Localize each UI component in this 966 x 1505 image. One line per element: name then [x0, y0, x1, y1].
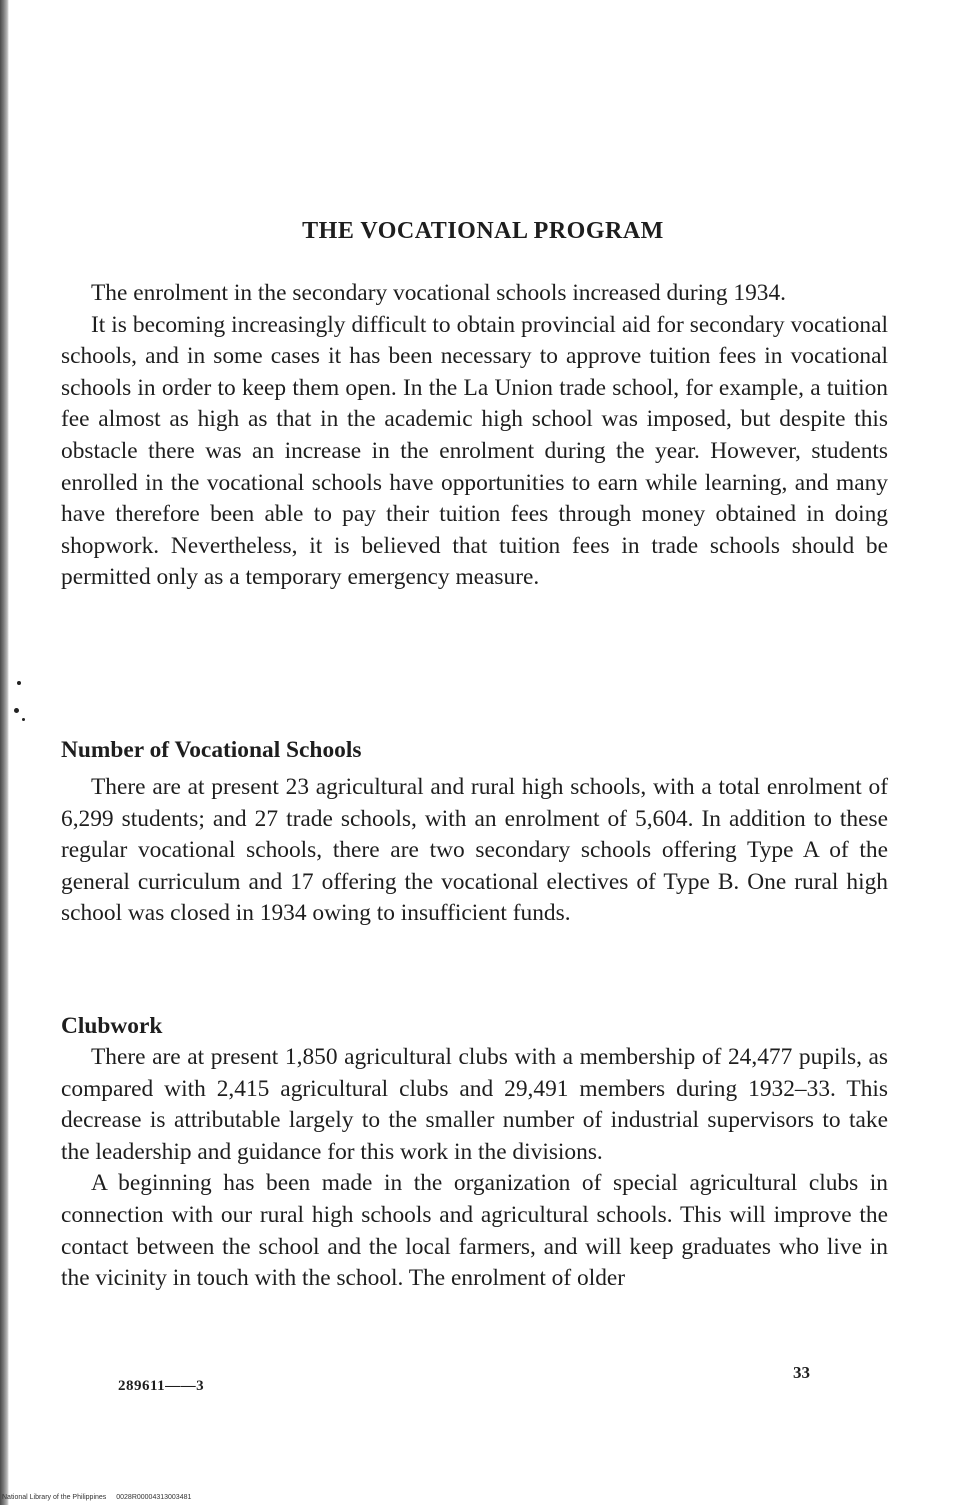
library-watermark: [2, 1494, 191, 1501]
margin-mark: [22, 718, 25, 721]
margin-mark: [17, 681, 21, 685]
section-heading-clubwork: Clubwork: [61, 1013, 163, 1039]
watermark-id: 0028R00004313003481: [116, 1494, 192, 1501]
section-heading-vocational-schools: Number of Vocational Schools: [61, 737, 362, 763]
vocational-schools-section: [61, 772, 888, 930]
margin-mark: [14, 708, 19, 713]
print-code: 289611——3: [118, 1378, 205, 1394]
intro-section: [61, 278, 888, 594]
paragraph: There are at present 23 agricultural and rural high schools, with a total enrolment of 6,299 students; and 27 trade schools, with an enrolment of 5,604. In addition to these regular vocational schools, there are two secondary schools offering Type A of the general curriculum and 17 offering the vocational electives of Type B. One rural high school was closed in 1934 owing to insufficient funds.: [61, 774, 888, 927]
watermark-library: National Library of the Philippines: [2, 1494, 107, 1501]
paragraph: The enrolment in the secondary vocational schools increased during 1934.: [91, 280, 787, 306]
clubwork-section: [61, 1042, 888, 1295]
paragraph: A beginning has been made in the organization of special agricultural clubs in connection with our rural high schools and agricultural schools. This will improve the contact between the school and the local farmers, and will keep graduates who live in the vicinity in touch with the school. The enrolment of older: [61, 1170, 888, 1292]
paragraph: It is becoming increasingly difficult to obtain provincial aid for secondary vocational schools, and in some cases it has been necessary to approve tuition fees in vocational schools in order to keep them open. In the La Union trade school, for example, a tuition fee almost as high as that in the academic high school was imposed, but despite this obstacle there was an increase in the enrolment during the year. However, students enrolled in the vocational schools have opportunities to earn while learning, and many have therefore been able to pay their tuition fees through money obtained in doing shopwork. Nevertheless, it is believed that tuition fees in trade schools should be permitted only as a temporary emergency measure.: [61, 311, 888, 591]
page-title: THE VOCATIONAL PROGRAM: [302, 218, 664, 244]
paragraph: There are at present 1,850 agricultural clubs with a membership of 24,477 pupils, as compared with 2,415 agricultural clubs and 29,491 members during 1932–33. This decrease is attributable largely to the smaller number of industrial supervisors to take the leadership and guidance for this work in the divisions.: [61, 1044, 888, 1165]
page-number: 33: [793, 1363, 810, 1382]
